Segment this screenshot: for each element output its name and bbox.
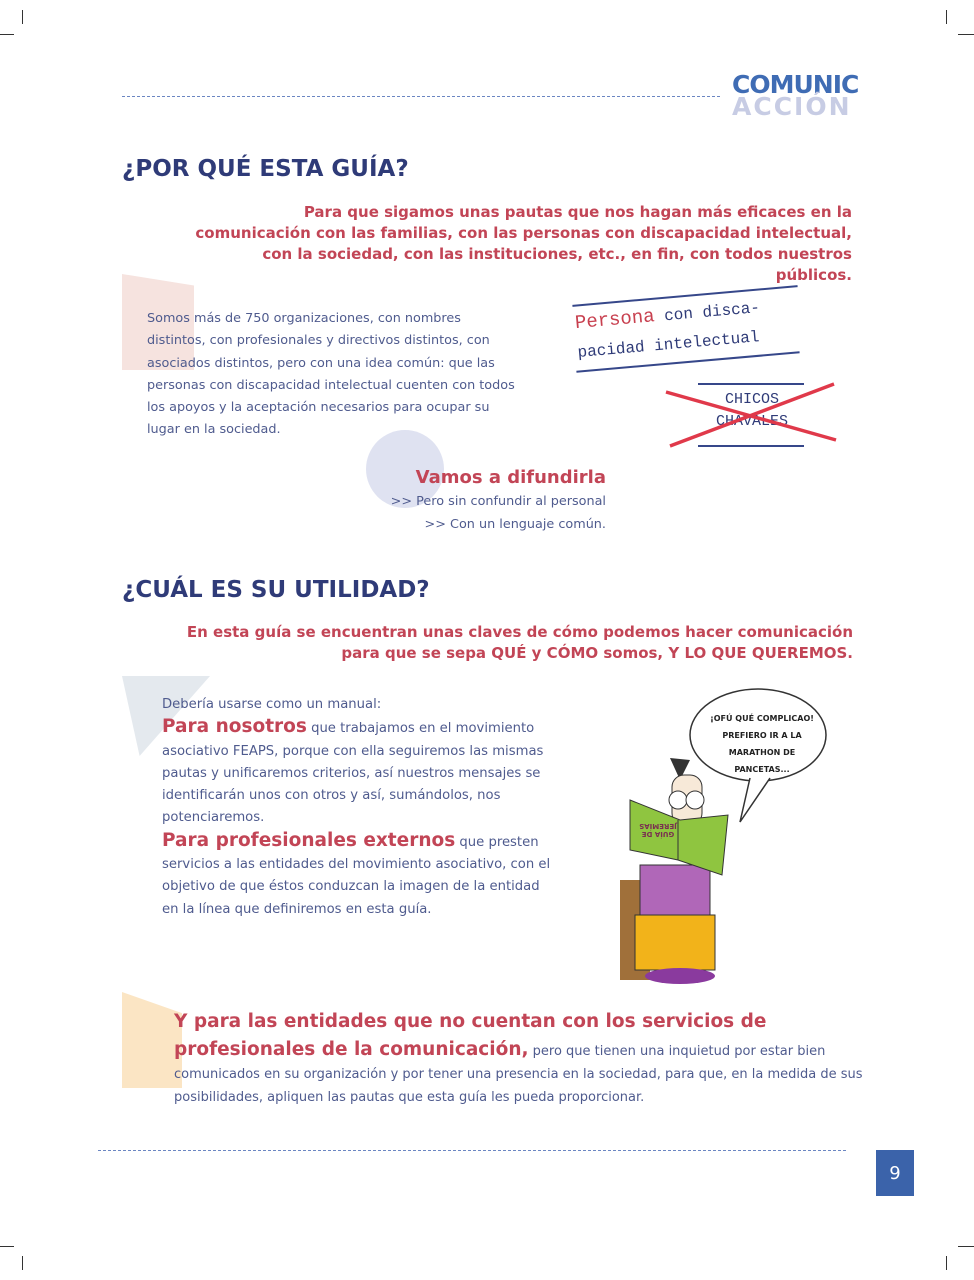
- page-number: 9: [876, 1150, 914, 1196]
- item-title: Y para las entidades que no cuentan con los servicios de profesionales de la comunicación,: [174, 1011, 767, 1060]
- section2-closing: [174, 1008, 864, 1109]
- crop-mark: [946, 10, 947, 24]
- crop-mark: [0, 34, 14, 35]
- stamp-crossed-word: CHICOS: [724, 391, 779, 408]
- header-divider: [122, 96, 720, 97]
- crop-mark: [958, 1246, 974, 1247]
- section2-lead: En esta guía se encuentran unas claves de cómo podemos hacer comunicación: [186, 623, 853, 641]
- cross-out-icon: [664, 380, 838, 450]
- section2-title: ¿CUÁL ES SU UTILIDAD?: [122, 577, 430, 603]
- stamp-word-persona: Persona: [574, 305, 656, 335]
- decorative-shape: [122, 992, 182, 1088]
- item-text: que presten servicios a las entidades del movimiento asociativo, con el objetivo de que éstos conduzcan la imagen de la entidad en la línea que definiremos en esta guía.: [162, 834, 551, 917]
- crop-mark: [946, 1256, 947, 1270]
- section2-lead: para que se sepa QUÉ y CÓMO somos, Y LO QUE QUEREMOS.: [341, 644, 853, 662]
- section1-lead: Para que sigamos unas pautas que nos hagan más eficaces en la comunicación con las familias, con las personas con discapacidad intelectual, con la sociedad, con las instituciones, etc., en fin, con todos nuestros públicos.: [195, 203, 852, 284]
- cartoon-illustration: [600, 680, 860, 990]
- section1-body: Somos más de 750 organizaciones, con nombres distintos, con profesionales y directivos distintos, con asociados distintos, pero con una idea común: que las personas con discapacidad intelectual cuenten con todos los apoyos y la aceptación necesarios para ocupar su lugar en la sociedad.: [147, 311, 515, 438]
- callout: [380, 466, 606, 536]
- speech-bubble-text: ¡OFÚ QUÉ COMPLICAO! PREFIERO IR A LA MARATHON DE PANCETAS...: [710, 714, 814, 774]
- item-title: Para nosotros: [162, 716, 307, 738]
- intro-text: Debería usarse como un manual:: [162, 697, 382, 712]
- stamp-crossed-word: CHAVALES: [715, 413, 788, 430]
- footer-divider: [98, 1150, 846, 1151]
- item-text: que trabajamos en el movimiento asociativo FEAPS, porque con ella seguiremos las mismas pautas y unificaremos criterios, así nuestros mensajes se identificarán unos con otros y así, sumándolos, nos potenciaremos.: [162, 721, 544, 826]
- callout-line: >> Pero sin confundir al personal: [390, 494, 606, 509]
- stamp-illustration: [568, 285, 858, 455]
- logo-line2: ACCIÓN: [732, 92, 852, 121]
- item-title: Para profesionales externos: [162, 829, 456, 851]
- item-text: pero que tienen una inquietud por estar bien comunicados en su organización y por tener una presencia en la sociedad, para que, en la medida de sus posibilidades, apliquen las pautas que esta guía les pueda proporcionar.: [174, 1044, 863, 1105]
- crop-mark: [958, 34, 974, 35]
- crop-mark: [22, 1256, 23, 1270]
- book-title: GUÍA DE JEREMÍAS: [639, 822, 677, 838]
- stamp-text: pacidad intelectual: [576, 328, 761, 362]
- section2-body: [162, 694, 556, 921]
- crop-mark: [22, 10, 23, 24]
- stamp-text: con disca-: [653, 299, 761, 327]
- crop-mark: [0, 1246, 14, 1247]
- section1-title: ¿POR QUÉ ESTA GUÍA?: [122, 156, 409, 182]
- logo-line1: COMUNIC: [732, 70, 859, 99]
- callout-title: Vamos a difundirla: [415, 467, 606, 488]
- callout-line: >> Con un lenguaje común.: [424, 517, 606, 532]
- logo: [732, 70, 859, 121]
